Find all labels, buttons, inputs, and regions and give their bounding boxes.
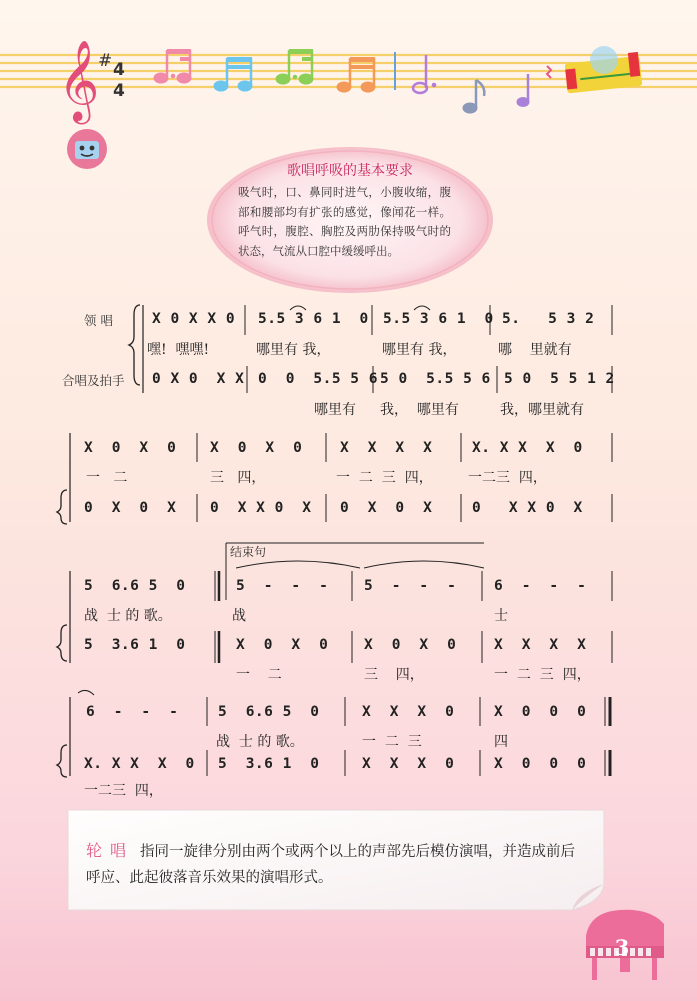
measure: X 0 X 0 xyxy=(364,637,457,653)
lyric: 四 xyxy=(494,734,508,750)
measure: X 0 X 0 xyxy=(210,440,303,456)
measure: 5 3.6 1 0 xyxy=(84,637,186,653)
part-label-lead: 领 唱 xyxy=(84,313,113,328)
measure: X X X X xyxy=(340,440,433,456)
measure: 5.5 3 6 1 0 xyxy=(383,311,494,327)
measure: 5 6.6 5 0 xyxy=(218,704,320,720)
lyric: 哪 里就有 xyxy=(498,342,572,358)
lyric: 一 二 xyxy=(236,667,282,683)
tip-body: 吸气时，口、鼻同时进气，小腹收缩，腹部和腰部均有扩张的感觉，像闻花一样。呼气时，腹腔、胸腔及两肋保持吸气时的状态，气流从口腔中缓缓呼出。 xyxy=(238,185,451,258)
measure: X 0 X 0 xyxy=(84,440,177,456)
lyric: 三 四， xyxy=(210,470,266,486)
lyric: 一二三 四， xyxy=(84,783,163,799)
measure: X 0 X 0 xyxy=(236,637,329,653)
measure: X 0 0 0 xyxy=(494,704,587,720)
lyric: 战 xyxy=(232,608,246,624)
measure: 5.5 3 6 1 0 xyxy=(258,311,369,327)
measure: 6 - - - xyxy=(494,578,587,594)
definition-text-block xyxy=(86,838,584,891)
tip-title: 歌唱呼吸的基本要求 xyxy=(287,163,413,179)
lyric: 我，哪里就有 xyxy=(500,402,584,418)
definition-text: 指同一旋律分别由两个或两个以上的声部先后模仿演唱，并造成前后呼应、此起彼落音乐效果的演唱形式。 xyxy=(86,844,576,886)
ending-label: 结束句 xyxy=(230,545,267,559)
lyric: 一二三 四， xyxy=(468,470,547,486)
measure: 6 - - - xyxy=(86,704,179,720)
measure: 0 0 5.5 5 6 xyxy=(258,371,378,387)
lyric: 一 二 三 四， xyxy=(336,470,433,486)
lyric: 士 xyxy=(494,608,508,624)
measure: X. X X X 0 xyxy=(84,756,195,772)
measure: 5 3.6 1 0 xyxy=(218,756,320,772)
measure: 0 X X 0 X xyxy=(210,500,312,516)
measure: 5 6.6 5 0 xyxy=(84,578,186,594)
measure: X. X X X 0 xyxy=(472,440,583,456)
lyric: 一 二 xyxy=(86,470,128,486)
lyric: 三 四， xyxy=(364,667,424,683)
key-sharp: # xyxy=(98,51,113,71)
measure: 5 - - - xyxy=(364,578,457,594)
lyric: 嘿! 嘿嘿! xyxy=(147,342,210,358)
measure: 0 X 0 X xyxy=(84,500,177,516)
measure: X 0 X X 0 xyxy=(152,311,236,327)
measure: 0 X X 0 X xyxy=(472,500,583,516)
measure: 5. 5 3 2 xyxy=(502,311,595,327)
measure: X X X 0 xyxy=(362,756,455,772)
lyric: 战 士 的 歌。 xyxy=(84,608,172,624)
lyric: 一 二 三 四， xyxy=(494,667,591,683)
lyric: 哪里有 我， xyxy=(256,342,331,358)
time-signature-bottom: 4 xyxy=(113,81,125,101)
lyric: 战 士 的 歌。 xyxy=(216,734,304,750)
lyric: 哪里有 xyxy=(314,402,356,418)
svg-text:𝄞: 𝄞 xyxy=(58,39,100,121)
time-signature-top: 4 xyxy=(113,60,125,80)
measure: 5 - - - xyxy=(236,578,329,594)
part-label-chorus: 合唱及拍手 xyxy=(62,373,125,388)
measure: X 0 0 0 xyxy=(494,756,587,772)
measure: 5 0 5 5 1 2 xyxy=(504,371,615,387)
page-number: 3 xyxy=(614,935,630,960)
measure: X X X X xyxy=(494,637,587,653)
lyric: 一 二 三 xyxy=(362,734,422,750)
measure: 0 X 0 X X xyxy=(152,371,245,387)
measure: 0 X 0 X xyxy=(340,500,433,516)
lyric: 我， 哪里有 xyxy=(380,402,459,418)
lyric: 哪里有 我， xyxy=(382,342,457,358)
measure: 5 0 5.5 5 6 xyxy=(380,371,491,387)
definition-term: 轮唱 xyxy=(86,841,135,860)
measure: X X X 0 xyxy=(362,704,455,720)
